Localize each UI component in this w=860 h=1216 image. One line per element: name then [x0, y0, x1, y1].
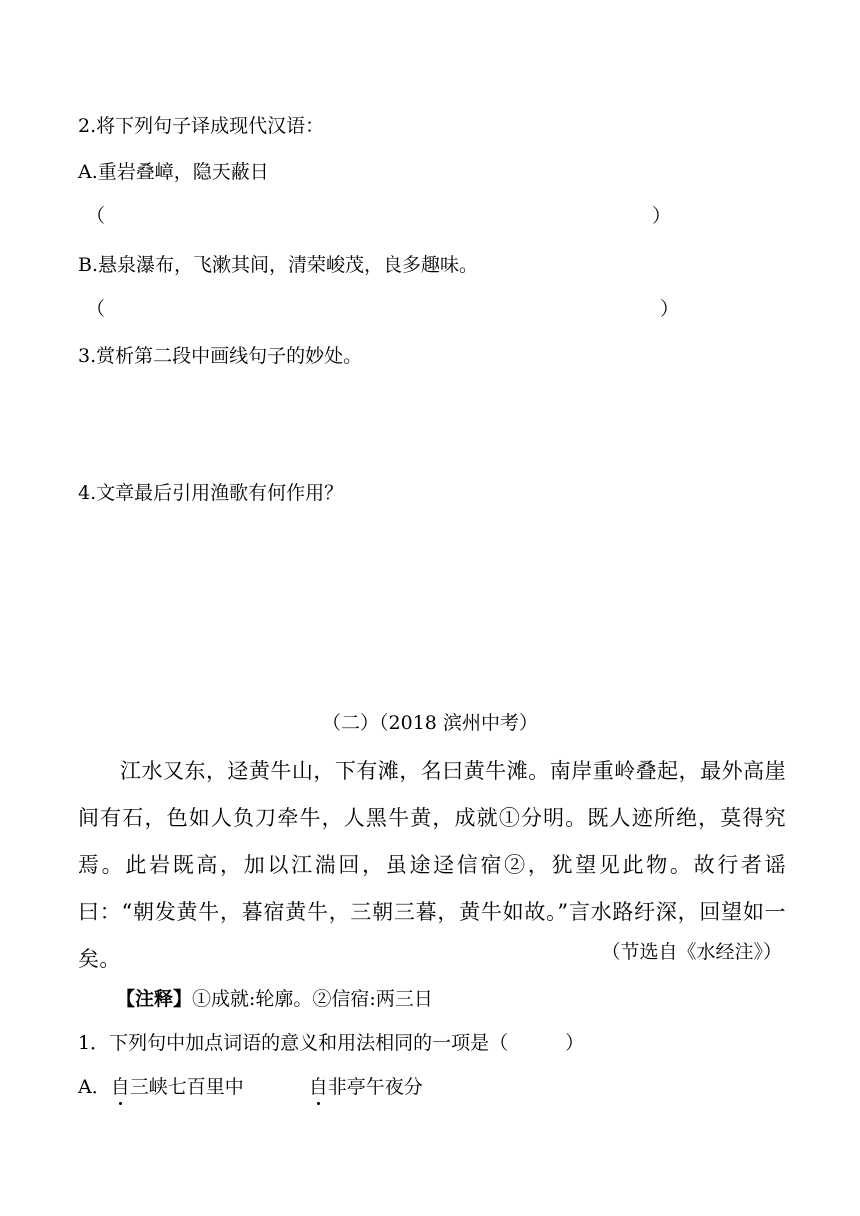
annotation-text: ①成就:轮廓。②信宿:两三日 [192, 988, 433, 1010]
annotation-label: 【注释】 [116, 988, 193, 1010]
question-2-prompt: 2.将下列句子译成现代汉语： [78, 115, 325, 137]
option-a-phrase-1: 自三峡七百里中 [110, 1076, 244, 1098]
answer-blank-a-close: ） [652, 205, 672, 227]
emphasis-dot-char-2: 自 [308, 1076, 328, 1098]
answer-blank-a-open: （ [86, 205, 106, 227]
answer-blank-b-close: ） [660, 298, 680, 320]
answer-blank-b-open: （ [86, 298, 106, 320]
question-1-option-a [78, 1074, 423, 1100]
emphasis-dot-char-1: 自 [110, 1076, 130, 1098]
question-4-prompt: 4.文章最后引用渔歌有何作用？ [78, 482, 344, 504]
option-a-letter: A． [78, 1076, 111, 1098]
question-2-sentence-b: B.悬泉瀑布，飞漱其间，清荣峻茂，良多趣味。 [78, 254, 479, 276]
question-3-prompt: 3.赏析第二段中画线句子的妙处。 [78, 345, 363, 367]
question-1-prompt: 1．下列句中加点词语的意义和用法相同的一项是（ ） [78, 1032, 585, 1054]
classical-passage: 江水又东，迳黄牛山，下有滩，名曰黄牛滩。南岸重岭叠起，最外高崖间有石，色如人负刀牵牛，人黑牛黄，成就①分明。既人迹所绝，莫得究焉。此岩既高，加以江湍回，虽途迳信宿②，犹望见此物。故行者谣曰：“朝发黄牛，暮宿黄牛，三朝三暮，黄牛如故。”言水路纡深，回望如一矣。 [78, 759, 786, 971]
section-2-heading: （二）（2018 滨州中考） [322, 712, 538, 734]
question-2-sentence-a: A.重岩叠嶂，隐天蔽日 [78, 161, 269, 183]
annotation-note [116, 986, 433, 1012]
option-a-phrase-2: 自非亭午夜分 [308, 1076, 423, 1098]
passage-source: （节选自《水经注》） [601, 941, 782, 963]
